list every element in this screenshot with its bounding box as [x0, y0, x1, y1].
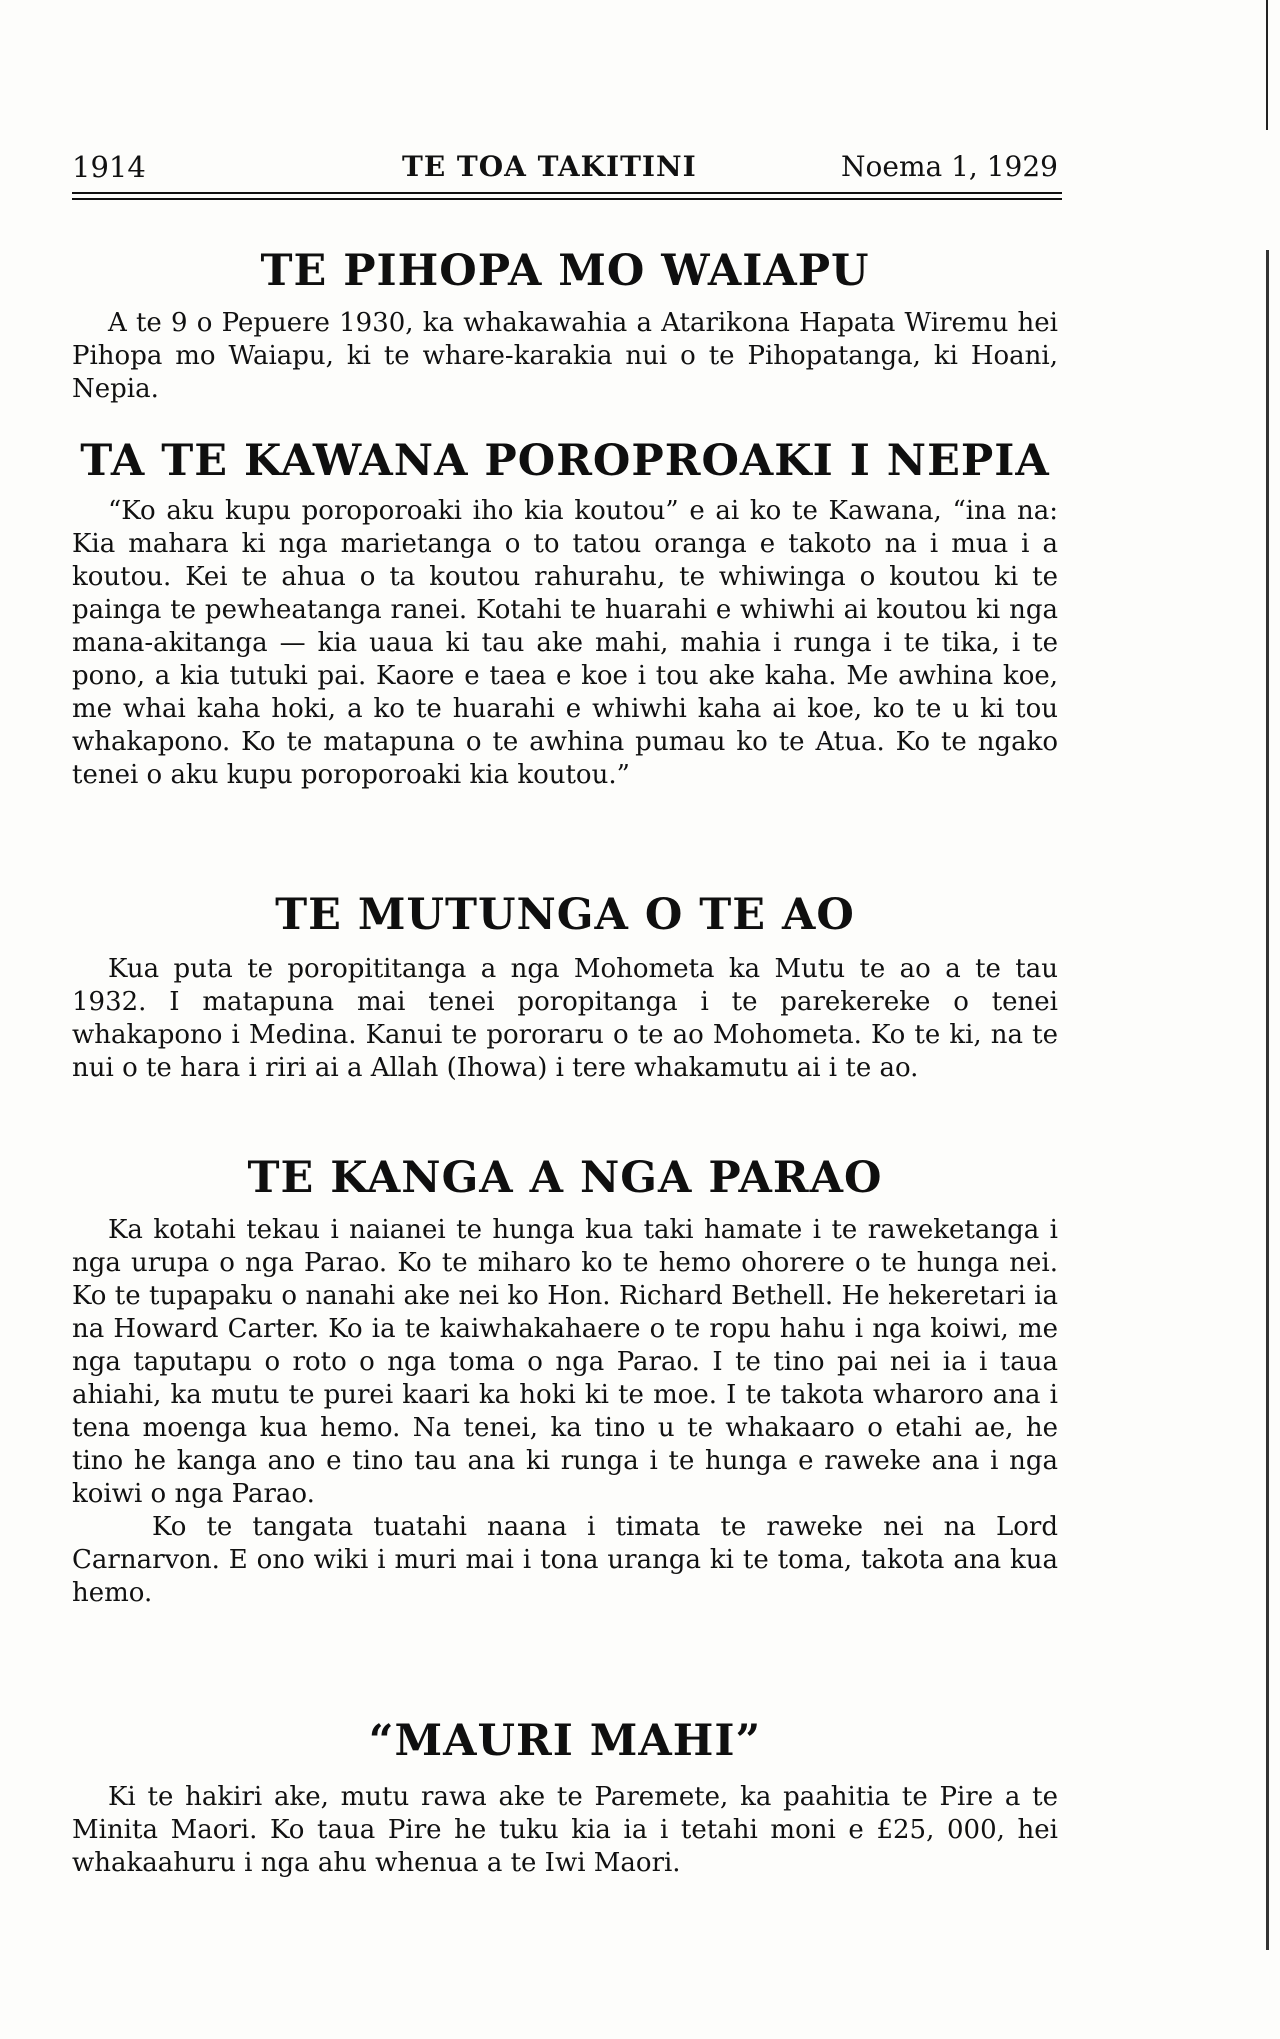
article-kawana	[72, 438, 1058, 792]
article-body	[72, 307, 1058, 406]
paragraph: Kua puta te poropititanga a nga Mohometa ka Mutu te ao a te tau 1932. I matapuna mai tenei poropitanga i te parekereke o tenei whakapono i Medina. Kanui te pororaru o te ao Mohometa. Ko te ki, na te nui o te hara i riri ai a Allah (Ihowa) i tere whakamutu ai i te ao.	[72, 954, 1058, 1084]
article-body	[72, 953, 1058, 1085]
paragraph: “Ko aku kupu poroporoaki iho kia koutou” e ai ko te Kawana, “ina na: Kia mahara ki nga marietanga o to tatou oranga e takoto na i mua i a koutou. Kei te ahua o ta koutou rahurahu, te whiwinga o koutou ki te painga te pewheatanga ranei. Kotahi te huarahi e whiwhi ai koutou ki nga mana-akitanga — kia uaua ki tau ake mahi, mahia i runga i te tika, i te pono, a kia tutuki pai. Kaore e taea e koe i tou ake kaha. Me awhina koe, me whai kaha hoki, a ko te huarahi e whiwhi kaha ai koe, ko te u ki tou whakapono. Ko te matapuna o te awhina pumau ko te Atua. Ko te ngako tenei o aku kupu poroporoaki kia koutou.”	[72, 496, 1058, 791]
publication-title: TE TOA TAKITINI	[402, 150, 697, 183]
article-body	[72, 1214, 1058, 1610]
article-heading: “MAURI MAHI”	[368, 1716, 762, 1766]
scan-edge-mark	[1266, 250, 1269, 1950]
paragraph: A te 9 o Pepuere 1930, ka whakawahia a Atarikona Hapata Wiremu hei Pihopa mo Waiapu, ki te whare-karakia nui o te Pihopatanga, ki Hoani, Nepia.	[72, 308, 1058, 405]
article-heading: TE PIHOPA MO WAIAPU	[260, 246, 870, 296]
issue-date: Noema 1, 1929	[841, 150, 1058, 183]
scan-edge-mark	[1266, 0, 1268, 130]
article-pihopa	[72, 248, 1058, 406]
article-heading: TE KANGA A NGA PARAO	[247, 1153, 883, 1203]
paragraph: Ko te tangata tuatahi naana i timata te raweke nei na Lord Carnarvon. E ono wiki i muri mai i tona uranga ki te toma, takota ana kua hemo.	[72, 1512, 1058, 1609]
article-heading: TA TE KAWANA POROPROAKI I NEPIA	[80, 436, 1050, 486]
article-heading: TE MUTUNGA O TE AO	[275, 890, 855, 940]
page-number: 1914	[72, 150, 146, 184]
article-kanga	[72, 1155, 1058, 1610]
header-rule-top	[72, 192, 1062, 194]
running-header	[72, 150, 1058, 194]
article-mutunga	[72, 892, 1058, 1085]
header-rule-bottom	[72, 198, 1062, 200]
article-mauri-mahi	[72, 1718, 1058, 1880]
article-body	[72, 495, 1058, 792]
paragraph: Ka kotahi tekau i naianei te hunga kua taki hamate i te raweketanga i nga urupa o nga Parao. Ko te miharo ko te hemo ohorere o te hunga nei. Ko te tupapaku o nanahi ake nei ko Hon. Richard Bethell. He hekeretari ia na Howard Carter. Ko ia te kaiwhakahaere o te ropu hahu i nga koiwi, me nga taputapu o roto o nga toma o nga Parao. I te tino pai nei ia i taua ahiahi, ka mutu te purei kaari ka hoki ki te moe. I te takota wharoro ana i tena moenga kua hemo. Na tenei, ka tino u te whakaaro o etahi ae, he tino he kanga ano e tino tau ana ki runga i te hunga e raweke ana i nga koiwi o nga Parao.	[72, 1215, 1058, 1510]
article-body	[72, 1781, 1058, 1880]
paragraph: Ki te hakiri ake, mutu rawa ake te Paremete, ka paahitia te Pire a te Minita Maori. Ko taua Pire he tuku kia ia i tetahi moni e £25, 000, hei whakaahuru i nga ahu whenua a te Iwi Maori.	[72, 1782, 1058, 1879]
